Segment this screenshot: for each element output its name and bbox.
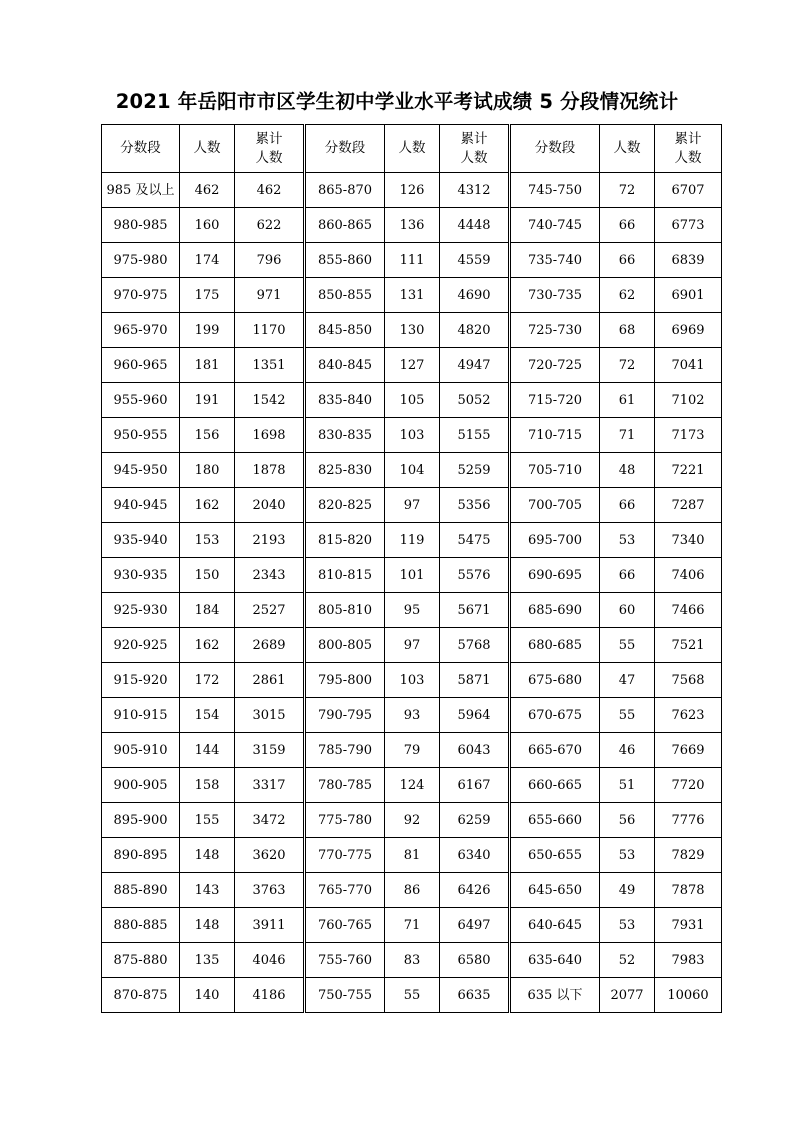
cumulative-cell: 7623 — [655, 698, 722, 733]
score-range-cell: 755-760 — [305, 943, 385, 978]
count-cell: 53 — [600, 523, 655, 558]
cumulative-cell: 5475 — [440, 523, 510, 558]
table-row — [102, 908, 722, 943]
score-range-cell: 680-685 — [510, 628, 600, 663]
cumulative-cell: 6043 — [440, 733, 510, 768]
score-range-cell: 705-710 — [510, 453, 600, 488]
count-cell: 150 — [180, 558, 235, 593]
score-range-cell: 945-950 — [102, 453, 180, 488]
count-cell: 153 — [180, 523, 235, 558]
count-cell: 49 — [600, 873, 655, 908]
score-range-cell: 640-645 — [510, 908, 600, 943]
cumulative-cell: 2193 — [235, 523, 305, 558]
count-cell: 135 — [180, 943, 235, 978]
cumulative-cell: 6839 — [655, 243, 722, 278]
score-range-cell: 960-965 — [102, 348, 180, 383]
score-range-cell: 885-890 — [102, 873, 180, 908]
table-row — [102, 558, 722, 593]
score-range-cell: 650-655 — [510, 838, 600, 873]
cumulative-cell: 5576 — [440, 558, 510, 593]
count-cell: 66 — [600, 558, 655, 593]
count-cell: 52 — [600, 943, 655, 978]
score-range-cell: 780-785 — [305, 768, 385, 803]
count-cell: 158 — [180, 768, 235, 803]
count-cell: 66 — [600, 488, 655, 523]
count-cell: 71 — [600, 418, 655, 453]
header-count: 人数 — [600, 125, 655, 173]
score-range-cell: 950-955 — [102, 418, 180, 453]
count-cell: 53 — [600, 908, 655, 943]
count-cell: 124 — [385, 768, 440, 803]
header-range: 分数段 — [305, 125, 385, 173]
score-range-cell: 855-860 — [305, 243, 385, 278]
count-cell: 46 — [600, 733, 655, 768]
count-cell: 160 — [180, 208, 235, 243]
count-cell: 81 — [385, 838, 440, 873]
score-range-cell: 925-930 — [102, 593, 180, 628]
cumulative-cell: 1170 — [235, 313, 305, 348]
score-range-cell: 875-880 — [102, 943, 180, 978]
count-cell: 47 — [600, 663, 655, 698]
count-cell: 61 — [600, 383, 655, 418]
score-range-cell: 825-830 — [305, 453, 385, 488]
count-cell: 140 — [180, 978, 235, 1013]
score-range-cell: 720-725 — [510, 348, 600, 383]
header-row — [102, 125, 722, 173]
table-row — [102, 978, 722, 1013]
score-range-cell: 835-840 — [305, 383, 385, 418]
cumulative-cell: 4046 — [235, 943, 305, 978]
score-range-cell: 905-910 — [102, 733, 180, 768]
count-cell: 103 — [385, 663, 440, 698]
table-row — [102, 698, 722, 733]
score-range-cell: 985 及以上 — [102, 173, 180, 208]
score-range-cell: 815-820 — [305, 523, 385, 558]
count-cell: 97 — [385, 488, 440, 523]
table-row — [102, 838, 722, 873]
cumulative-cell: 6497 — [440, 908, 510, 943]
score-range-cell: 750-755 — [305, 978, 385, 1013]
score-range-cell: 895-900 — [102, 803, 180, 838]
cumulative-cell: 7340 — [655, 523, 722, 558]
cumulative-cell: 3911 — [235, 908, 305, 943]
cumulative-cell: 2689 — [235, 628, 305, 663]
cumulative-cell: 6969 — [655, 313, 722, 348]
header-cumulative — [235, 125, 305, 173]
table-row — [102, 243, 722, 278]
score-range-cell: 820-825 — [305, 488, 385, 523]
cumulative-cell: 7983 — [655, 943, 722, 978]
cumulative-cell: 5768 — [440, 628, 510, 663]
table-row — [102, 943, 722, 978]
count-cell: 93 — [385, 698, 440, 733]
count-cell: 66 — [600, 208, 655, 243]
table-row — [102, 663, 722, 698]
score-range-cell: 840-845 — [305, 348, 385, 383]
cumulative-cell: 6259 — [440, 803, 510, 838]
score-range-cell: 915-920 — [102, 663, 180, 698]
cumulative-cell: 2343 — [235, 558, 305, 593]
table-row — [102, 628, 722, 663]
cumulative-cell: 1542 — [235, 383, 305, 418]
score-range-cell: 695-700 — [510, 523, 600, 558]
count-cell: 156 — [180, 418, 235, 453]
score-range-cell: 970-975 — [102, 278, 180, 313]
cumulative-cell: 7287 — [655, 488, 722, 523]
score-range-cell: 850-855 — [305, 278, 385, 313]
cumulative-cell: 3763 — [235, 873, 305, 908]
score-range-cell: 765-770 — [305, 873, 385, 908]
cumulative-cell: 3317 — [235, 768, 305, 803]
score-range-cell: 700-705 — [510, 488, 600, 523]
table-row — [102, 488, 722, 523]
score-range-cell: 665-670 — [510, 733, 600, 768]
count-cell: 103 — [385, 418, 440, 453]
table-row — [102, 208, 722, 243]
count-cell: 172 — [180, 663, 235, 698]
count-cell: 126 — [385, 173, 440, 208]
cumulative-cell: 4947 — [440, 348, 510, 383]
table-row — [102, 418, 722, 453]
cumulative-cell: 7669 — [655, 733, 722, 768]
cumulative-cell: 7173 — [655, 418, 722, 453]
count-cell: 71 — [385, 908, 440, 943]
cumulative-cell: 4186 — [235, 978, 305, 1013]
table-row — [102, 313, 722, 348]
cumulative-cell: 7829 — [655, 838, 722, 873]
count-cell: 155 — [180, 803, 235, 838]
count-cell: 62 — [600, 278, 655, 313]
cumulative-cell: 2861 — [235, 663, 305, 698]
count-cell: 462 — [180, 173, 235, 208]
cumulative-cell: 5356 — [440, 488, 510, 523]
count-cell: 72 — [600, 173, 655, 208]
score-range-cell: 635-640 — [510, 943, 600, 978]
count-cell: 97 — [385, 628, 440, 663]
count-cell: 51 — [600, 768, 655, 803]
cumulative-cell: 4559 — [440, 243, 510, 278]
header-cumulative — [440, 125, 510, 173]
count-cell: 154 — [180, 698, 235, 733]
score-range-cell: 935-940 — [102, 523, 180, 558]
header-cumulative-bottom: 人数 — [460, 149, 488, 166]
cumulative-cell: 7102 — [655, 383, 722, 418]
cumulative-cell: 6426 — [440, 873, 510, 908]
count-cell: 56 — [600, 803, 655, 838]
cumulative-cell: 6635 — [440, 978, 510, 1013]
score-range-cell: 845-850 — [305, 313, 385, 348]
count-cell: 2077 — [600, 978, 655, 1013]
score-range-cell: 980-985 — [102, 208, 180, 243]
cumulative-cell: 5052 — [440, 383, 510, 418]
cumulative-cell: 4312 — [440, 173, 510, 208]
score-range-cell: 810-815 — [305, 558, 385, 593]
header-cumulative-top: 累计 — [255, 130, 283, 147]
count-cell: 174 — [180, 243, 235, 278]
count-cell: 60 — [600, 593, 655, 628]
cumulative-cell: 462 — [235, 173, 305, 208]
cumulative-cell: 5871 — [440, 663, 510, 698]
score-range-cell: 800-805 — [305, 628, 385, 663]
cumulative-cell: 3620 — [235, 838, 305, 873]
count-cell: 148 — [180, 838, 235, 873]
cumulative-cell: 622 — [235, 208, 305, 243]
cumulative-cell: 5671 — [440, 593, 510, 628]
cumulative-cell: 7720 — [655, 768, 722, 803]
cumulative-cell: 6340 — [440, 838, 510, 873]
score-range-cell: 890-895 — [102, 838, 180, 873]
score-range-cell: 865-870 — [305, 173, 385, 208]
count-cell: 86 — [385, 873, 440, 908]
score-range-cell: 710-715 — [510, 418, 600, 453]
score-range-cell: 860-865 — [305, 208, 385, 243]
score-distribution-table — [101, 124, 722, 1013]
count-cell: 55 — [600, 628, 655, 663]
cumulative-cell: 3159 — [235, 733, 305, 768]
cumulative-cell: 7521 — [655, 628, 722, 663]
count-cell: 79 — [385, 733, 440, 768]
table-row — [102, 873, 722, 908]
count-cell: 66 — [600, 243, 655, 278]
score-range-cell: 795-800 — [305, 663, 385, 698]
header-count: 人数 — [385, 125, 440, 173]
score-range-cell: 690-695 — [510, 558, 600, 593]
cumulative-cell: 7041 — [655, 348, 722, 383]
score-range-cell: 760-765 — [305, 908, 385, 943]
score-range-cell: 965-970 — [102, 313, 180, 348]
count-cell: 48 — [600, 453, 655, 488]
table-row — [102, 348, 722, 383]
score-range-cell: 790-795 — [305, 698, 385, 733]
cumulative-cell: 6773 — [655, 208, 722, 243]
cumulative-cell: 7466 — [655, 593, 722, 628]
score-range-cell: 785-790 — [305, 733, 385, 768]
score-range-cell: 775-780 — [305, 803, 385, 838]
header-cumulative-top: 累计 — [460, 130, 488, 147]
score-range-cell: 715-720 — [510, 383, 600, 418]
cumulative-cell: 5964 — [440, 698, 510, 733]
cumulative-cell: 2040 — [235, 488, 305, 523]
cumulative-cell: 971 — [235, 278, 305, 313]
count-cell: 131 — [385, 278, 440, 313]
header-cumulative — [655, 125, 722, 173]
count-cell: 55 — [600, 698, 655, 733]
score-range-cell: 655-660 — [510, 803, 600, 838]
cumulative-cell: 4820 — [440, 313, 510, 348]
count-cell: 72 — [600, 348, 655, 383]
header-cumulative-top: 累计 — [674, 130, 702, 147]
table-row — [102, 733, 722, 768]
count-cell: 199 — [180, 313, 235, 348]
table-row — [102, 593, 722, 628]
count-cell: 144 — [180, 733, 235, 768]
header-cumulative-bottom: 人数 — [674, 149, 702, 166]
score-range-cell: 635 以下 — [510, 978, 600, 1013]
score-range-cell: 675-680 — [510, 663, 600, 698]
cumulative-cell: 6901 — [655, 278, 722, 313]
cumulative-cell: 5155 — [440, 418, 510, 453]
score-range-cell: 725-730 — [510, 313, 600, 348]
table-row — [102, 768, 722, 803]
count-cell: 162 — [180, 488, 235, 523]
score-range-cell: 745-750 — [510, 173, 600, 208]
cumulative-cell: 1698 — [235, 418, 305, 453]
cumulative-cell: 7931 — [655, 908, 722, 943]
count-cell: 148 — [180, 908, 235, 943]
cumulative-cell: 7406 — [655, 558, 722, 593]
cumulative-cell: 3015 — [235, 698, 305, 733]
count-cell: 119 — [385, 523, 440, 558]
cumulative-cell: 7568 — [655, 663, 722, 698]
score-range-cell: 735-740 — [510, 243, 600, 278]
count-cell: 181 — [180, 348, 235, 383]
table-row — [102, 453, 722, 488]
cumulative-cell: 3472 — [235, 803, 305, 838]
table-row — [102, 803, 722, 838]
count-cell: 127 — [385, 348, 440, 383]
cumulative-cell: 7878 — [655, 873, 722, 908]
count-cell: 184 — [180, 593, 235, 628]
header-range: 分数段 — [510, 125, 600, 173]
score-range-cell: 645-650 — [510, 873, 600, 908]
score-range-cell: 880-885 — [102, 908, 180, 943]
score-range-cell: 830-835 — [305, 418, 385, 453]
count-cell: 95 — [385, 593, 440, 628]
score-range-cell: 730-735 — [510, 278, 600, 313]
score-range-cell: 955-960 — [102, 383, 180, 418]
count-cell: 180 — [180, 453, 235, 488]
score-range-cell: 975-980 — [102, 243, 180, 278]
cumulative-cell: 796 — [235, 243, 305, 278]
cumulative-cell: 5259 — [440, 453, 510, 488]
score-range-cell: 920-925 — [102, 628, 180, 663]
cumulative-cell: 1878 — [235, 453, 305, 488]
count-cell: 191 — [180, 383, 235, 418]
count-cell: 83 — [385, 943, 440, 978]
table-row — [102, 173, 722, 208]
count-cell: 68 — [600, 313, 655, 348]
count-cell: 136 — [385, 208, 440, 243]
cumulative-cell: 1351 — [235, 348, 305, 383]
score-range-cell: 740-745 — [510, 208, 600, 243]
count-cell: 101 — [385, 558, 440, 593]
cumulative-cell: 2527 — [235, 593, 305, 628]
score-range-cell: 660-665 — [510, 768, 600, 803]
score-range-cell: 685-690 — [510, 593, 600, 628]
table-row — [102, 523, 722, 558]
score-range-cell: 910-915 — [102, 698, 180, 733]
count-cell: 111 — [385, 243, 440, 278]
score-range-cell: 940-945 — [102, 488, 180, 523]
table-row — [102, 278, 722, 313]
count-cell: 105 — [385, 383, 440, 418]
cumulative-cell: 10060 — [655, 978, 722, 1013]
count-cell: 92 — [385, 803, 440, 838]
cumulative-cell: 6580 — [440, 943, 510, 978]
score-range-cell: 805-810 — [305, 593, 385, 628]
header-range: 分数段 — [102, 125, 180, 173]
cumulative-cell: 6167 — [440, 768, 510, 803]
cumulative-cell: 4690 — [440, 278, 510, 313]
cumulative-cell: 7776 — [655, 803, 722, 838]
cumulative-cell: 6707 — [655, 173, 722, 208]
count-cell: 55 — [385, 978, 440, 1013]
count-cell: 143 — [180, 873, 235, 908]
page-title: 2021 年岳阳市市区学生初中学业水平考试成绩 5 分段情况统计 — [115, 90, 679, 113]
table-row — [102, 383, 722, 418]
count-cell: 130 — [385, 313, 440, 348]
score-range-cell: 900-905 — [102, 768, 180, 803]
count-cell: 104 — [385, 453, 440, 488]
score-range-cell: 870-875 — [102, 978, 180, 1013]
score-range-cell: 670-675 — [510, 698, 600, 733]
score-range-cell: 770-775 — [305, 838, 385, 873]
header-count: 人数 — [180, 125, 235, 173]
cumulative-cell: 4448 — [440, 208, 510, 243]
cumulative-cell: 7221 — [655, 453, 722, 488]
score-range-cell: 930-935 — [102, 558, 180, 593]
count-cell: 162 — [180, 628, 235, 663]
header-cumulative-bottom: 人数 — [255, 149, 283, 166]
count-cell: 175 — [180, 278, 235, 313]
count-cell: 53 — [600, 838, 655, 873]
